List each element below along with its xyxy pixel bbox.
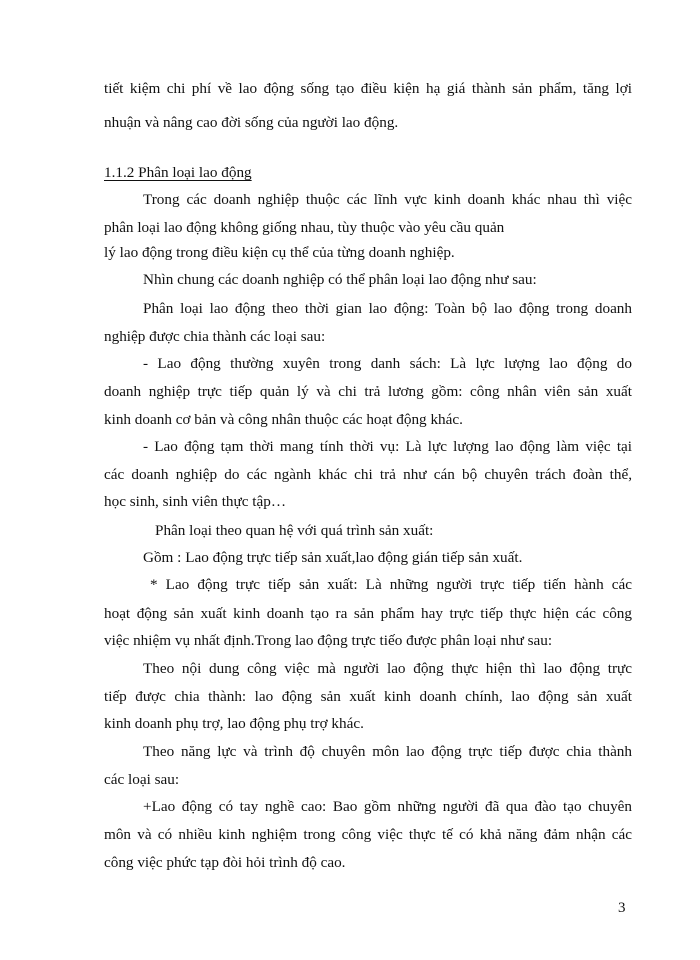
paragraph-5-line-3: học sinh, sinh viên thực tập… (104, 493, 287, 510)
paragraph-1-line-3: lý lao động trong điều kiện cụ thể của từng doanh nghiệp. (104, 244, 455, 261)
paragraph-4-line-2: doanh nghiệp trực tiếp quản lý và chi trả lương gồm: công nhân viên sản xuất (104, 383, 632, 400)
paragraph-3-line-1: Phân loại lao động theo thời gian lao động: Toàn bộ lao động trong doanh (143, 300, 632, 317)
page-number: 3 (618, 900, 626, 916)
paragraph-2-line-1: Nhìn chung các doanh nghiệp có thể phân loại lao động như sau: (143, 271, 537, 288)
intro-line-2: nhuận và nâng cao đời sống của người lao động. (104, 114, 399, 131)
paragraph-4-line-3: kinh doanh cơ bản và công nhân thuộc các hoạt động khác. (104, 411, 463, 428)
paragraph-11-line-1: +Lao động có tay nghề cao: Bao gồm những người đã qua đào tạo chuyên (143, 798, 632, 815)
paragraph-3-line-2: nghiệp được chia thành các loại sau: (104, 328, 326, 345)
paragraph-4-line-1: - Lao động thường xuyên trong danh sách: Là lực lượng lao động do (143, 355, 632, 372)
paragraph-8-line-3: việc nhiệm vụ nhất định.Trong lao động trực tiếo được phân loại như sau: (104, 632, 553, 649)
section-heading: 1.1.2 Phân loại lao động (104, 164, 252, 181)
paragraph-8-line-2: hoạt động sản xuất kinh doanh tạo ra sản phẩm hay trực tiếp thực hiện các công (104, 605, 632, 622)
intro-line-1: tiết kiệm chi phí về lao động sống tạo điều kiện hạ giá thành sản phẩm, tăng lợi (104, 80, 632, 97)
paragraph-5-line-1: - Lao động tạm thời mang tính thời vụ: Là lực lượng lao động làm việc tại (143, 438, 632, 455)
paragraph-10-line-1: Theo năng lực và trình độ chuyên môn lao động trực tiếp được chia thành (143, 743, 632, 760)
paragraph-1-line-1: Trong các doanh nghiệp thuộc các lĩnh vực kinh doanh khác nhau thì việc (143, 191, 632, 208)
paragraph-5-line-2: các doanh nghiệp do các ngành khác chi trả như cán bộ chuyên trách đoàn thể, (104, 466, 632, 483)
paragraph-9-line-2: tiếp được chia thành: lao động sản xuất kinh doanh chính, lao động sản xuất (104, 688, 632, 705)
paragraph-9-line-1: Theo nội dung công việc mà người lao động thực hiện thì lao động trực (143, 660, 632, 677)
paragraph-11-line-3: công việc phức tạp đòi hỏi trình độ cao. (104, 854, 346, 871)
paragraph-9-line-3: kinh doanh phụ trợ, lao động phụ trợ khác. (104, 715, 364, 732)
paragraph-8-line-1: * Lao động trực tiếp sản xuất: Là những người trực tiếp tiến hành các (150, 576, 632, 593)
paragraph-1-line-2: phân loại lao động không giống nhau, tùy thuộc vào yêu cầu quản (104, 219, 505, 236)
paragraph-7-line-1: Gồm : Lao động trực tiếp sản xuất,lao động gián tiếp sản xuất. (143, 549, 523, 566)
paragraph-10-line-2: các loại sau: (104, 771, 180, 788)
paragraph-6-line-1: Phân loại theo quan hệ với quá trình sản xuất: (155, 522, 434, 539)
paragraph-11-line-2: môn và có nhiều kinh nghiệm trong công việc thực tế có khả năng đảm nhận các (104, 826, 632, 843)
